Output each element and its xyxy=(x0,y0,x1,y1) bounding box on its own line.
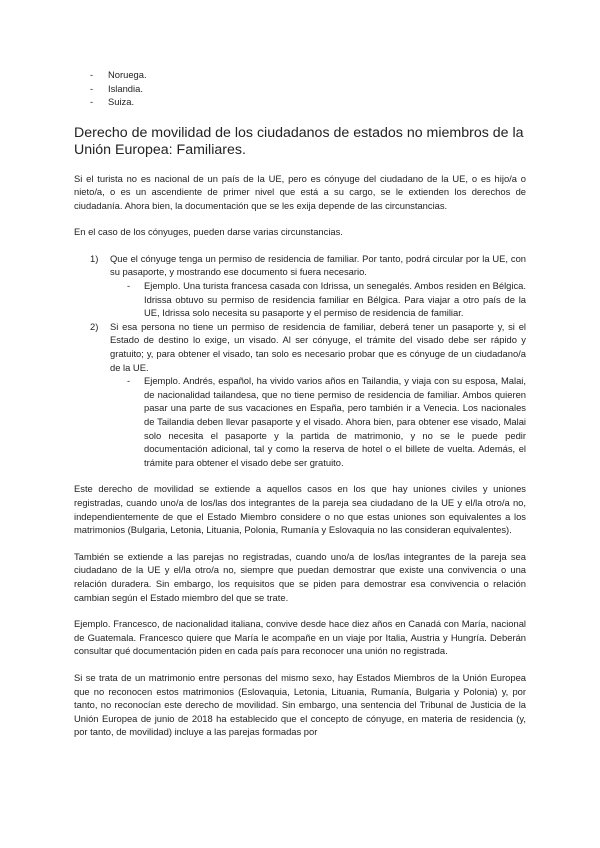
case-item-2 xyxy=(74,320,526,470)
section-heading: Derecho de movilidad de los ciudadanos de estados no miembros de la Unión Europea: Familiares. xyxy=(74,124,524,158)
paragraph-intro: Si el turista no es nacional de un país de la UE, pero es cónyuge del ciudadano de la UE, o es hijo/a o nieto/a, o es un ascendiente de primer nivel que está a su cargo, se le extienden los derechos de ciudadanía. Ahora bien, la documentación que se les exija depende de las circunstancias. xyxy=(74,172,526,211)
paragraph-civil-unions: Este derecho de movilidad se extiende a aquellos casos en los que hay uniones civiles y uniones registradas, cuando uno/a de los/las dos integrantes de la pareja sea ciudadano de la UE y el/la otro/a no, independientemente de que el Estado Miembro considere o no que estas uniones son equivalentes a los matrimonios (Bulgaria, Letonia, Lituania, Polonia, Rumanía y Eslovaquia no las consideran equivalentes). xyxy=(74,483,526,536)
case-number: 1) xyxy=(90,252,99,264)
example-item: - Ejemplo. Una turista francesa casada con Idrissa, un senegalés. Ambos residen en Bélgica. Idrissa obtuvo su permiso de residencia familiar en Bélgica. Para viajar a otro país de la UE, Idrissa solo necesita su pasaporte y el permiso de residencia de familiar. xyxy=(124,279,526,320)
paragraph-same-sex: Si se trata de un matrimonio entre personas del mismo sexo, hay Estados Miembros de la Unión Europea que no reconocen estos matrimonios (Eslovaquia, Letonia, Lituania, Rumanía, Bulgaria y Polonia) y, por tanto, no reconocían este derecho de movilidad. Sin embargo, una sentencia del Tribunal de Justicia de la Unión Europea de junio de 2018 ha establecido que el concepto de cónyuge, en materia de residencia (y, por tanto, de movilidad) incluye a las parejas formadas por xyxy=(74,671,526,738)
example-item: - Ejemplo. Andrés, español, ha vivido varios años en Tailandia, y viaja con su esposa, Malai, de nacionalidad tailandesa, que no tiene permiso de residencia de familiar. Ambos quieren pasar una parte de sus vacaciones en España, pero también ir a Venecia. Los nacionales de Tailandia deben llevar pasaporte y el visado. Ahora bien, para obtener ese visado, Malai solo necesita el pasaporte y la partida de matrimonio, y no se le puede pedir documentación adicional, tal y como la reserva de hotel o el billete de vuelta. Además, el trámite para obtener el visado debe ser gratuito. xyxy=(124,374,526,469)
paragraph-example-francesco: Ejemplo. Francesco, de nacionalidad italiana, convive desde hace diez años en Canadá con María, nacional de Guatemala. Francesco quiere que María le acompañe en un viaje por Italia, Austria y Hungría. Deberán consultar qué documentación piden en cada país para reconocer una unión no registrada. xyxy=(74,618,526,657)
cases-list xyxy=(74,252,526,470)
example-list xyxy=(110,374,526,469)
paragraph-unregistered: También se extiende a las parejas no registradas, cuando uno/a de los/las integrantes de la pareja sea ciudadano de la UE y el/la otro/a no, siempre que puedan demostrar que existe una convivencia o una relación duradera. Sin embargo, los requisitos que se piden para demostrar esa convivencia o relación cambian según el Estado miembro del que se trate. xyxy=(74,550,526,603)
list-item: - Noruega. xyxy=(90,68,526,82)
case-item-1 xyxy=(74,252,526,320)
paragraph-spouses: En el caso de los cónyuges, pueden darse varias circunstancias. xyxy=(74,226,343,238)
case-text: Que el cónyuge tenga un permiso de residencia de familiar. Por tanto, podrá circular por la UE, con su pasaporte, y mostrando ese documento si fuera necesario. xyxy=(110,252,526,278)
country-list xyxy=(90,68,526,109)
case-text: Si esa persona no tiene un permiso de residencia de familiar, deberá tener un pasaporte y, si el Estado de destino lo exige, un visado. Al ser cónyuge, el trámite del visado debe ser rápido y gratuito; y, para obtener el visado, tan solo es necesario probar que es cónyuge de un ciudadano/a de la UE. xyxy=(110,320,526,373)
list-item: - Suiza. xyxy=(90,95,526,109)
example-list xyxy=(110,279,526,320)
list-item: - Islandia. xyxy=(90,82,526,96)
case-number: 2) xyxy=(90,320,99,332)
